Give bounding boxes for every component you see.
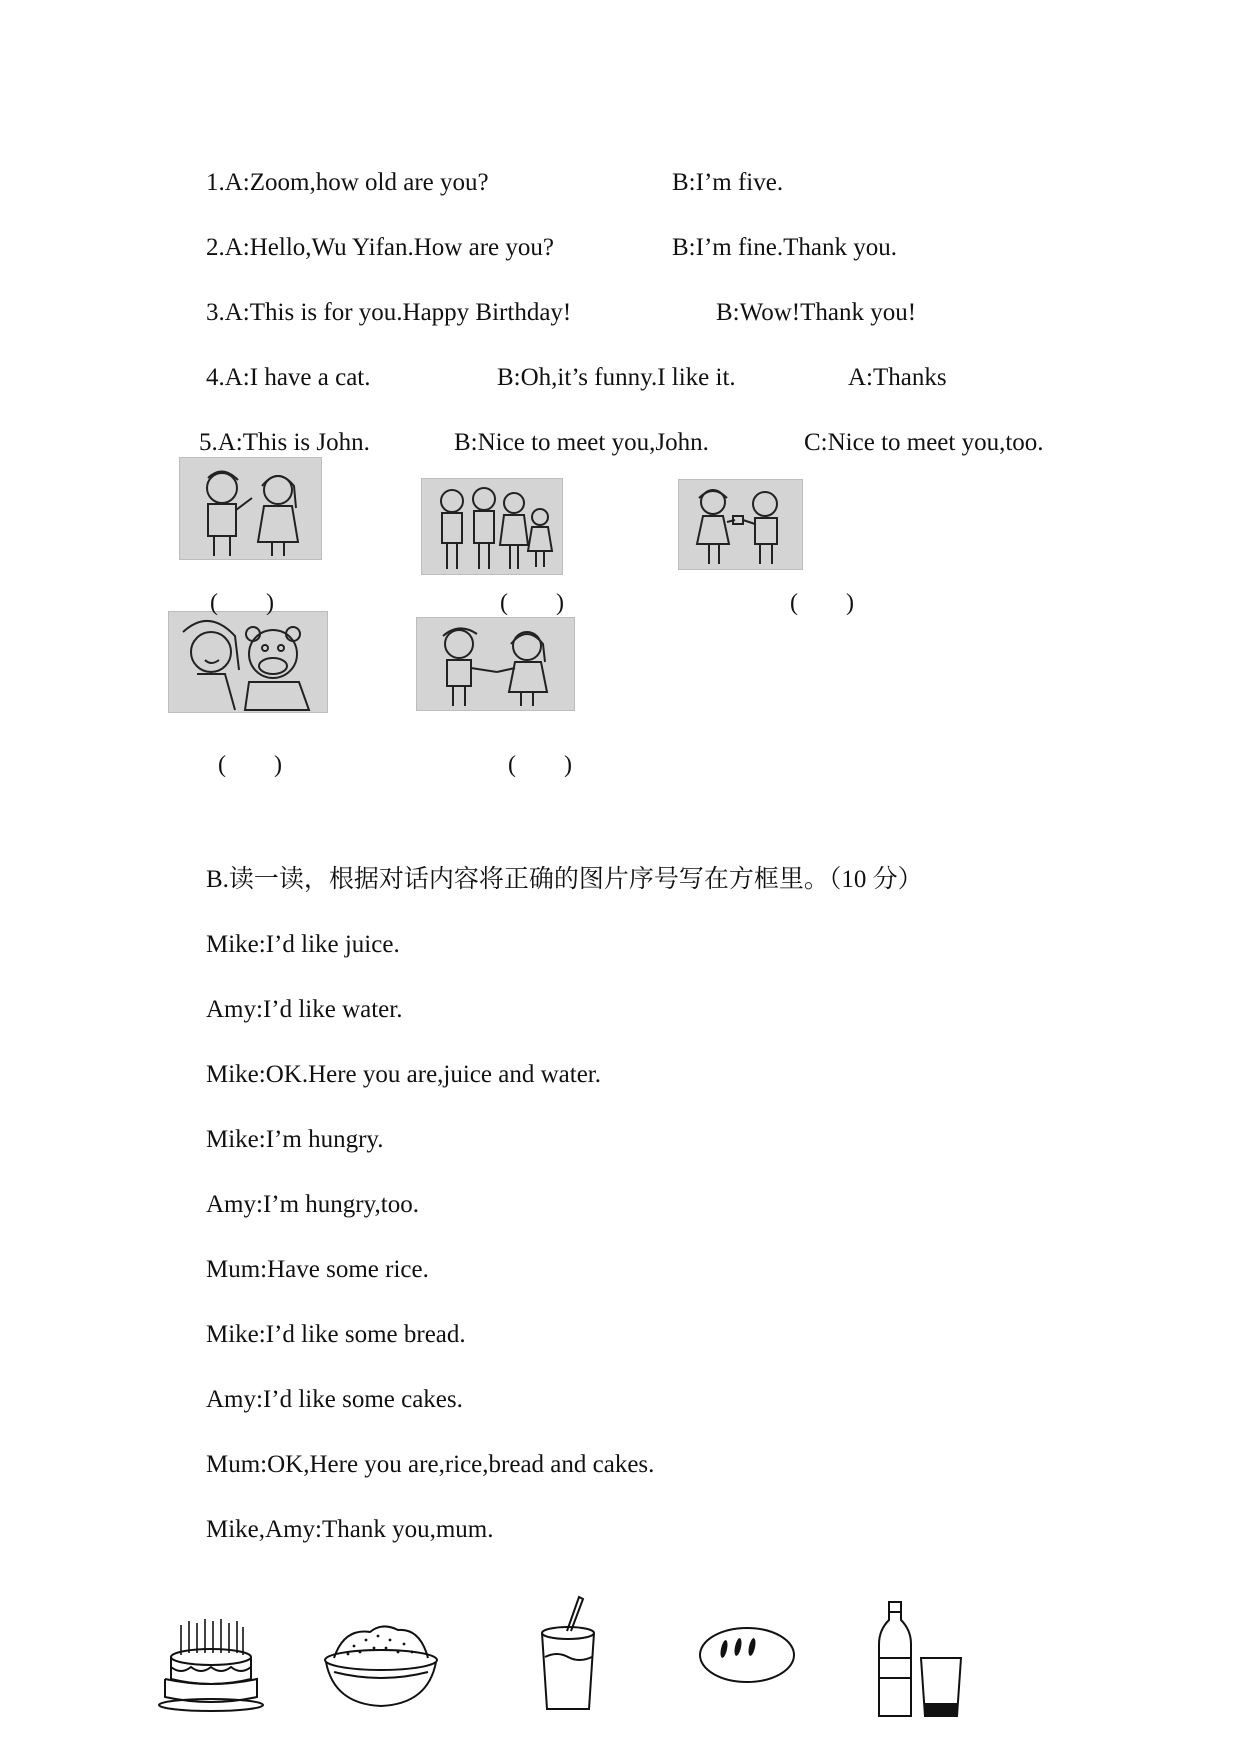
dialogue-line: Amy:I’d like water. bbox=[206, 996, 403, 1023]
dialogue-5-a: 5.A:This is John. bbox=[199, 429, 370, 456]
girl-with-zoom-bear-icon bbox=[168, 611, 328, 713]
dialogue-line: Amy:I’d like some cakes. bbox=[206, 1386, 463, 1413]
answer-blank[interactable]: ( ) bbox=[210, 590, 274, 616]
two-children-greeting-icon bbox=[179, 457, 322, 560]
dialogue-1-b: B:I’m five. bbox=[672, 169, 784, 196]
section-b-instruction: B.读一读，根据对话内容将正确的图片序号写在方框里。（10 分） bbox=[206, 866, 923, 893]
dialogue-2-b: B:I’m fine.Thank you. bbox=[672, 234, 897, 261]
dialogue-line: Amy:I’m hungry,too. bbox=[206, 1191, 419, 1218]
dialogue-4-a: 4.A:I have a cat. bbox=[206, 364, 371, 391]
bread-loaf-icon bbox=[698, 1625, 796, 1685]
dialogue-line: Mike:OK.Here you are,juice and water. bbox=[206, 1061, 601, 1088]
dialogue-3-a: 3.A:This is for you.Happy Birthday! bbox=[206, 299, 572, 326]
group-of-children-icon bbox=[421, 478, 563, 575]
juice-cup-icon bbox=[537, 1595, 599, 1715]
girl-giving-gift-icon bbox=[678, 479, 803, 570]
dialogue-line: Mum:Have some rice. bbox=[206, 1256, 429, 1283]
dialogue-line: Mike:I’d like some bread. bbox=[206, 1321, 466, 1348]
water-bottle-and-glass-icon bbox=[875, 1600, 965, 1720]
rice-bowl-icon bbox=[320, 1618, 442, 1714]
dialogue-1-a: 1.A:Zoom,how old are you? bbox=[206, 169, 489, 196]
answer-blank[interactable]: ( ) bbox=[790, 590, 854, 616]
dialogue-line: Mike,Amy:Thank you,mum. bbox=[206, 1516, 494, 1543]
dialogue-4-c: A:Thanks bbox=[848, 364, 947, 391]
answer-blank[interactable]: ( ) bbox=[508, 752, 572, 778]
dialogue-5-c: C:Nice to meet you,too. bbox=[804, 429, 1044, 456]
dialogue-3-b: B:Wow!Thank you! bbox=[716, 299, 917, 326]
dialogue-line: Mum:OK,Here you are,rice,bread and cakes. bbox=[206, 1451, 655, 1478]
answer-blank[interactable]: ( ) bbox=[218, 752, 282, 778]
dialogue-4-b: B:Oh,it’s funny.I like it. bbox=[497, 364, 736, 391]
dialogue-line: Mike:I’m hungry. bbox=[206, 1126, 384, 1153]
dialogue-2-a: 2.A:Hello,Wu Yifan.How are you? bbox=[206, 234, 554, 261]
answer-blank[interactable]: ( ) bbox=[500, 590, 564, 616]
birthday-cake-icon bbox=[155, 1605, 267, 1715]
children-shaking-hands-icon bbox=[416, 617, 575, 711]
dialogue-5-b: B:Nice to meet you,John. bbox=[454, 429, 709, 456]
dialogue-line: Mike:I’d like juice. bbox=[206, 931, 400, 958]
